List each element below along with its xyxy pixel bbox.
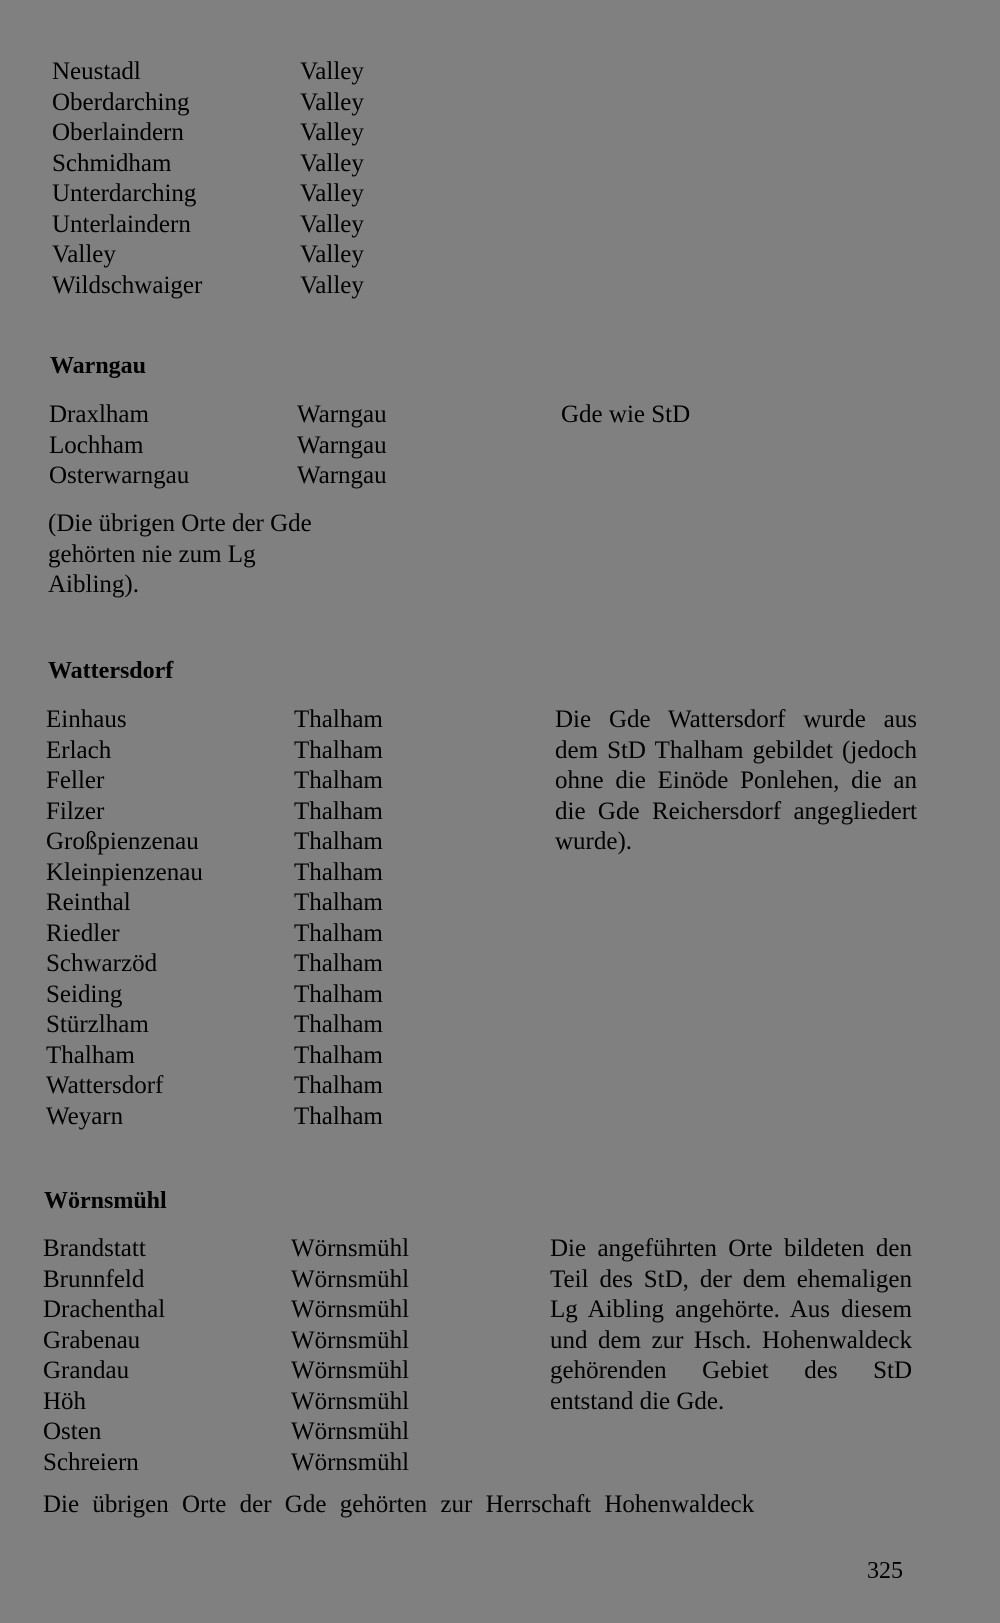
steuerdistrikt-name: Valley xyxy=(300,149,364,177)
steuerdistrikt-name: Warngau xyxy=(297,401,387,428)
steuerdistrikt-name: Wörnsmühl xyxy=(291,1357,410,1384)
steuerdistrikt-name: Thalham xyxy=(294,1102,383,1130)
steuerdistrikt-name: Thalham xyxy=(294,706,383,733)
steuerdistrikt-name: Valley xyxy=(300,119,364,146)
steuerdistrikt-name: Thalham xyxy=(294,1041,383,1069)
place-name: Wildschwaiger xyxy=(52,271,203,299)
place-name: Grandau xyxy=(43,1357,130,1384)
steuerdistrikt-name: Thalham xyxy=(294,950,383,977)
place-name: Oberdarching xyxy=(52,88,190,116)
place-name: Brunnfeld xyxy=(43,1265,145,1293)
steuerdistrikt-name: Thalham xyxy=(294,828,383,855)
steuerdistrikt-name: Warngau xyxy=(297,462,387,489)
warngau-footnote: (Die übrigen Orte der Gde gehörten nie zum Lg Aibling). xyxy=(48,510,312,598)
woernsmuehl-remark: Die angeführten Orte bildeten den Teil des StD, der dem ehemaligen Lg Aibling angehörte. Aus diesem und dem zur Hsch. Hohenwaldeck gehörenden Gebiet des StD entstand die Gde. xyxy=(550,1235,912,1415)
steuerdistrikt-name: Wörnsmühl xyxy=(291,1387,410,1415)
place-name: Feller xyxy=(46,767,105,794)
steuerdistrikt-name: Thalham xyxy=(294,797,383,825)
place-name: Unterdarching xyxy=(52,180,197,207)
place-name: Oberlaindern xyxy=(52,119,184,146)
place-name: Schreiern xyxy=(43,1448,139,1476)
steuerdistrikt-name: Valley xyxy=(300,58,364,85)
steuerdistrikt-name: Valley xyxy=(300,241,364,268)
steuerdistrikt-name: Wörnsmühl xyxy=(291,1418,410,1445)
steuerdistrikt-name: Thalham xyxy=(294,1011,383,1038)
place-name: Höh xyxy=(43,1387,87,1415)
place-name: Filzer xyxy=(46,797,105,825)
place-name: Weyarn xyxy=(46,1102,124,1130)
steuerdistrikt-name: Wörnsmühl xyxy=(291,1296,410,1323)
steuerdistrikt-name: Thalham xyxy=(294,980,383,1008)
section-heading-warngau: Warngau xyxy=(50,353,147,379)
steuerdistrikt-name: Warngau xyxy=(297,431,387,459)
steuerdistrikt-name: Valley xyxy=(300,210,364,238)
place-name: Thalham xyxy=(46,1041,135,1069)
place-name: Großpienzenau xyxy=(46,828,199,855)
steuerdistrikt-name: Thalham xyxy=(294,1072,383,1099)
steuerdistrikt-name: Valley xyxy=(300,180,364,207)
steuerdistrikt-name: Thalham xyxy=(294,919,383,947)
steuerdistrikt-name: Wörnsmühl xyxy=(291,1448,410,1476)
steuerdistrikt-name: Thalham xyxy=(294,889,383,916)
place-name: Draxlham xyxy=(49,401,149,428)
section-heading-wattersdorf: Wattersdorf xyxy=(48,658,174,684)
steuerdistrikt-name: Thalham xyxy=(294,767,383,794)
place-name: Kleinpienzenau xyxy=(46,858,203,886)
place-name: Unterlaindern xyxy=(52,210,191,238)
place-name: Erlach xyxy=(46,736,112,764)
place-name: Riedler xyxy=(46,919,120,947)
place-name: Einhaus xyxy=(46,706,127,733)
place-name: Drachenthal xyxy=(43,1296,166,1323)
place-name: Schmidham xyxy=(52,149,172,177)
page-number: 325 xyxy=(867,1558,903,1584)
place-name: Valley xyxy=(52,241,116,268)
place-name: Osten xyxy=(43,1418,102,1445)
section-heading-woernsmuehl: Wörnsmühl xyxy=(44,1188,167,1214)
place-name: Neustadl xyxy=(52,58,141,85)
steuerdistrikt-name: Wörnsmühl xyxy=(291,1265,410,1293)
place-name: Schwarzöd xyxy=(46,950,158,977)
woernsmuehl-footnote: Die übrigen Orte der Gde gehörten zur Herrschaft Hohenwaldeck xyxy=(43,1491,755,1518)
place-name: Stürzlham xyxy=(46,1011,149,1038)
steuerdistrikt-name: Wörnsmühl xyxy=(291,1235,410,1262)
steuerdistrikt-name: Thalham xyxy=(294,858,383,886)
place-name: Seiding xyxy=(46,980,123,1008)
steuerdistrikt-name: Valley xyxy=(300,271,364,299)
steuerdistrikt-name: Wörnsmühl xyxy=(291,1326,410,1354)
warngau-remark: Gde wie StD xyxy=(561,401,691,428)
steuerdistrikt-name: Thalham xyxy=(294,736,383,764)
place-name: Lochham xyxy=(49,431,144,459)
place-name: Brandstatt xyxy=(43,1235,146,1262)
place-name: Osterwarngau xyxy=(49,462,190,489)
place-name: Wattersdorf xyxy=(46,1072,164,1099)
steuerdistrikt-name: Valley xyxy=(300,88,364,116)
wattersdorf-remark: Die Gde Wattersdorf wurde aus dem StD Thalham gebildet (jedoch ohne die Einöde Ponlehen, die an die Gde Reichersdorf angegliedert wurde). xyxy=(555,706,917,855)
place-name: Grabenau xyxy=(43,1326,141,1354)
place-name: Reinthal xyxy=(46,889,131,916)
